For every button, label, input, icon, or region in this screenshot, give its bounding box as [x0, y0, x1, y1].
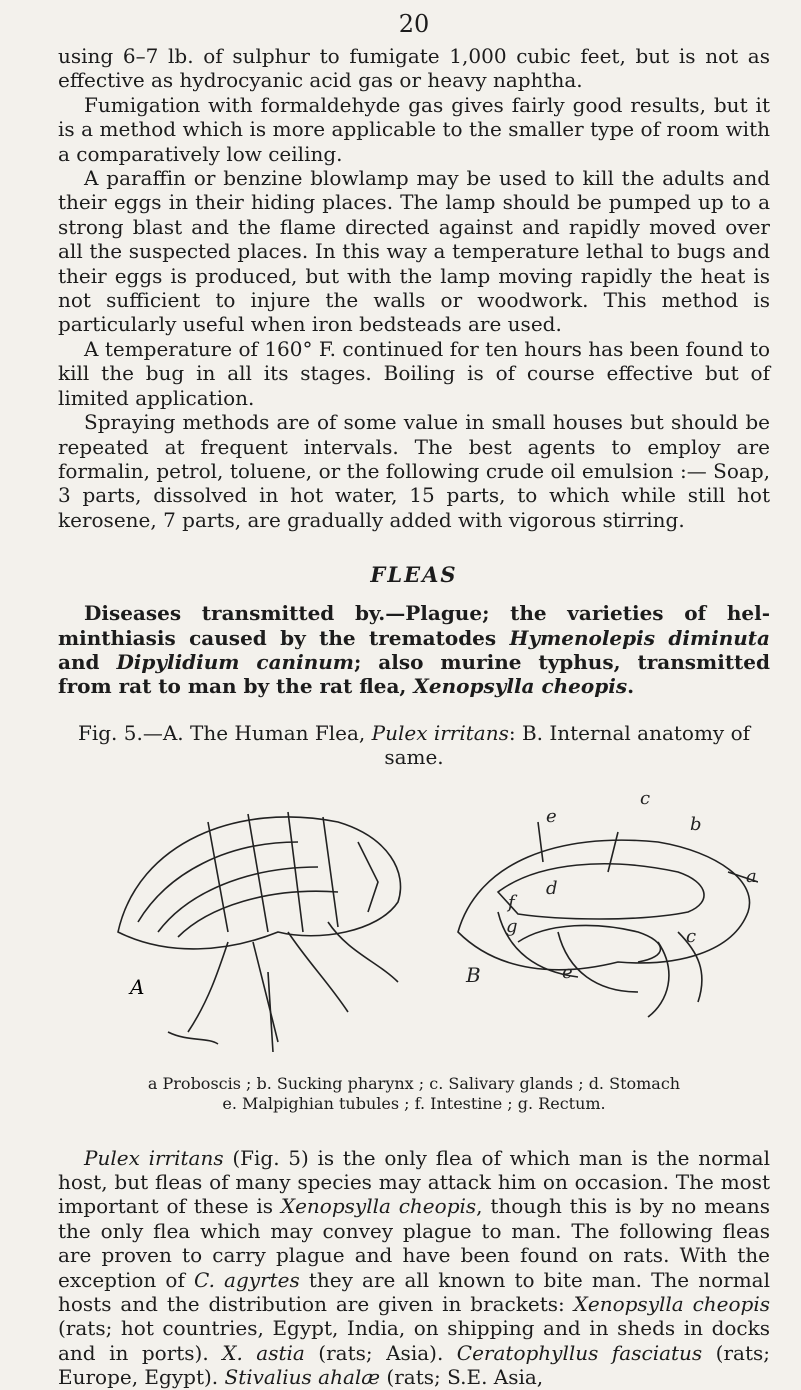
figure-label-a: a — [746, 865, 757, 887]
figure-title: Fig. 5.—A. The Human Flea, Pulex irritans: B. Internal anatomy of same. — [77, 720, 751, 770]
figure-label-B: B — [466, 962, 481, 987]
figure-caption — [58, 1074, 770, 1114]
book-page — [58, 10, 770, 1390]
section-heading-fleas: FLEAS — [370, 562, 458, 588]
paragraph-spraying: Spraying methods are of some value in small houses but should be repeated at frequent intervals. The best agents to employ are formalin, petrol, toluene, or the following crude oil emulsion :— Soap, 3 parts, dissolved in hot water, 15 parts, to which while still hot kerosene, 7 parts, are gradually added with vigorous stirring. — [58, 410, 770, 532]
paragraph-temperature: A temperature of 160° F. continued for ten hours has been found to kill the bug in all its stages. Boiling is of course effective but of limited application. — [58, 336, 770, 410]
figure-label-A: A — [130, 974, 145, 999]
figure-label-f: f — [508, 891, 515, 913]
paragraph-sulphur: using 6–7 lb. of sulphur to fumigate 1,000 cubic feet, but is not as effective as hydrocyanic acid gas or heavy naphtha. — [58, 44, 770, 93]
figure-label-c2: c — [686, 925, 697, 947]
paragraph-formaldehyde: Fumigation with formaldehyde gas gives fairly good results, but it is a method which is more applicable to the smaller type of room with a comparatively low ceiling. — [58, 92, 770, 166]
figure-label-g: g — [506, 915, 518, 937]
figure-label-b: b — [690, 813, 702, 835]
figure-label-d: d — [546, 877, 558, 899]
flea-external-drawing — [118, 812, 401, 1052]
figure-label-e2: e — [562, 961, 573, 983]
paragraph-pulex: Pulex irritans (Fig. 5) is the only flea of which man is the normal host, but fleas of many species may attack him on occasion. The most important of these is Xenopsylla cheopis, though this is by no means the only flea which may convey plague to man. The following fleas are proven to carry plague and have been found on rats. With the exception of C. agyrtes they are all known to bite man. The normal hosts and the distribution are given in brackets: Xenopsylla cheopis (rats; hot countries, Egypt, India, on shipping and in sheds in docks and in ports). X. astia (rats; Asia). Ceratophyllus fasciatus (rats; Europe, Egypt). Stivalius ahalæ (rats; S.E. Asia, — [58, 1145, 771, 1390]
paragraph-blowlamp: A paraffin or benzine blowlamp may be used to kill the adults and their eggs in their hiding places. The lamp should be pumped up to a strong blast and the flame directed against and rapidly moved over all the suspected places. In this way a temperature lethal to bugs and their eggs is produced, but with the lamp moving rapidly the heat is not sufficient to injure the walls or woodwork. This method is particularly useful when iron bedsteads are used. — [58, 166, 770, 337]
figure-label-e: e — [546, 805, 557, 827]
figure-label-c: c — [640, 787, 651, 809]
flea-figure — [58, 782, 770, 1060]
caption-line-2: e. Malpighian tubules ; f. Intestine ; g. Rectum. — [222, 1093, 606, 1113]
page-number: 20 — [398, 10, 430, 38]
flea-internal-drawing — [458, 822, 758, 1017]
flea-illustration — [78, 782, 758, 1060]
caption-line-1: a Proboscis ; b. Sucking pharynx ; c. Salivary glands ; d. Stomach — [147, 1073, 681, 1093]
paragraph-diseases: Diseases transmitted by.—Plague; the varieties of hel-minthiasis caused by the trematodes Hymenolepis diminuta and Dipylidium caninum; also murine typhus, transmitted from rat to man by the rat flea, Xenopsylla cheopis. — [58, 601, 770, 699]
